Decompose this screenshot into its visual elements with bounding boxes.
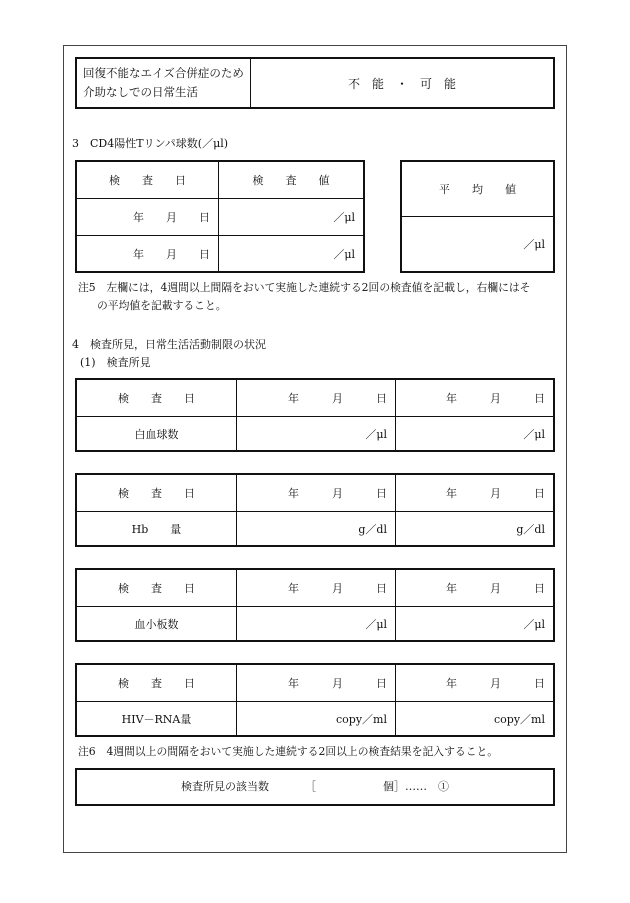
lab-value-2[interactable]: g／dl	[516, 522, 545, 536]
cd4-row2-date[interactable]: 年 月 日	[133, 247, 210, 261]
lab-date-1[interactable]: 年 月 日	[288, 392, 387, 405]
lab-item: Hb 量	[131, 522, 182, 536]
aids-label-line1: 回復不能なエイズ合併症のため	[83, 66, 244, 80]
lab-date-2[interactable]: 年 月 日	[446, 487, 545, 500]
lab-table-wbc	[75, 378, 555, 452]
cd4-average-box	[400, 160, 555, 273]
lab-date-1[interactable]: 年 月 日	[288, 582, 387, 595]
lab-date-label: 検 査 日	[118, 677, 195, 690]
cd4-col-value: 検 査 値	[252, 174, 330, 187]
avg-label: 平 均 値	[439, 183, 516, 196]
lab-item: HIV－RNA量	[121, 712, 192, 726]
cd4-row1-date[interactable]: 年 月 日	[133, 211, 210, 224]
section3-heading: 3 CD4陽性Tリンパ球数(／μl)	[72, 137, 229, 150]
section4-heading: 4 検査所見，日常生活活動制限の状況	[72, 338, 266, 351]
lab-value-1[interactable]: copy／ml	[336, 712, 387, 726]
aids-label-line2: 介助なしでの日常生活	[83, 85, 198, 99]
lab-value-1[interactable]: ／μl	[365, 427, 387, 441]
lab-item: 血小板数	[134, 617, 179, 631]
note5-line1: 注5 左欄には，4週間以上間隔をおいて実施した連続する2回の検査値を記載し，右欄にはそ	[78, 281, 531, 294]
lab-date-1[interactable]: 年 月 日	[288, 487, 387, 500]
lab-date-2[interactable]: 年 月 日	[446, 392, 545, 405]
lab-value-2[interactable]: ／μl	[523, 617, 545, 631]
note5-line2: の平均値を記載すること。	[97, 299, 227, 312]
summary-label: 検査所見の該当数	[181, 780, 269, 793]
lab-value-1[interactable]: g／dl	[358, 522, 387, 536]
summary-open-bracket: ［	[305, 780, 316, 793]
lab-date-1[interactable]: 年 月 日	[288, 677, 387, 690]
aids-complication-box	[75, 57, 555, 109]
lab-value-2[interactable]: copy／ml	[494, 712, 545, 726]
lab-table-hb	[75, 473, 555, 547]
summary-close: 個］…… ①	[383, 780, 449, 793]
section4-sub1: (1) 検査所見	[80, 356, 151, 369]
aids-value[interactable]: 不 能 ・ 可 能	[347, 76, 456, 91]
note6: 注6 4週間以上の間隔をおいて実施した連続する2回以上の検査結果を記入すること。	[78, 745, 499, 758]
lab-date-label: 検 査 日	[118, 392, 195, 405]
avg-value[interactable]: ／μl	[523, 238, 545, 251]
lab-value-2[interactable]: ／μl	[523, 427, 545, 441]
cd4-table	[75, 160, 365, 273]
lab-date-label: 検 査 日	[118, 487, 195, 500]
lab-date-2[interactable]: 年 月 日	[446, 582, 545, 595]
lab-item: 白血球数	[134, 427, 179, 441]
lab-date-label: 検 査 日	[118, 582, 195, 595]
lab-table-platelet	[75, 568, 555, 642]
cd4-row2-value[interactable]: ／μl	[333, 247, 355, 261]
lab-date-2[interactable]: 年 月 日	[446, 677, 545, 690]
summary-count-field[interactable]	[323, 776, 383, 798]
cd4-col-date: 検 査 日	[109, 174, 186, 187]
lab-value-1[interactable]: ／μl	[365, 617, 387, 631]
lab-table-hiv-rna	[75, 663, 555, 737]
cd4-row1-value[interactable]: ／μl	[333, 211, 355, 224]
summary-box	[75, 768, 555, 806]
